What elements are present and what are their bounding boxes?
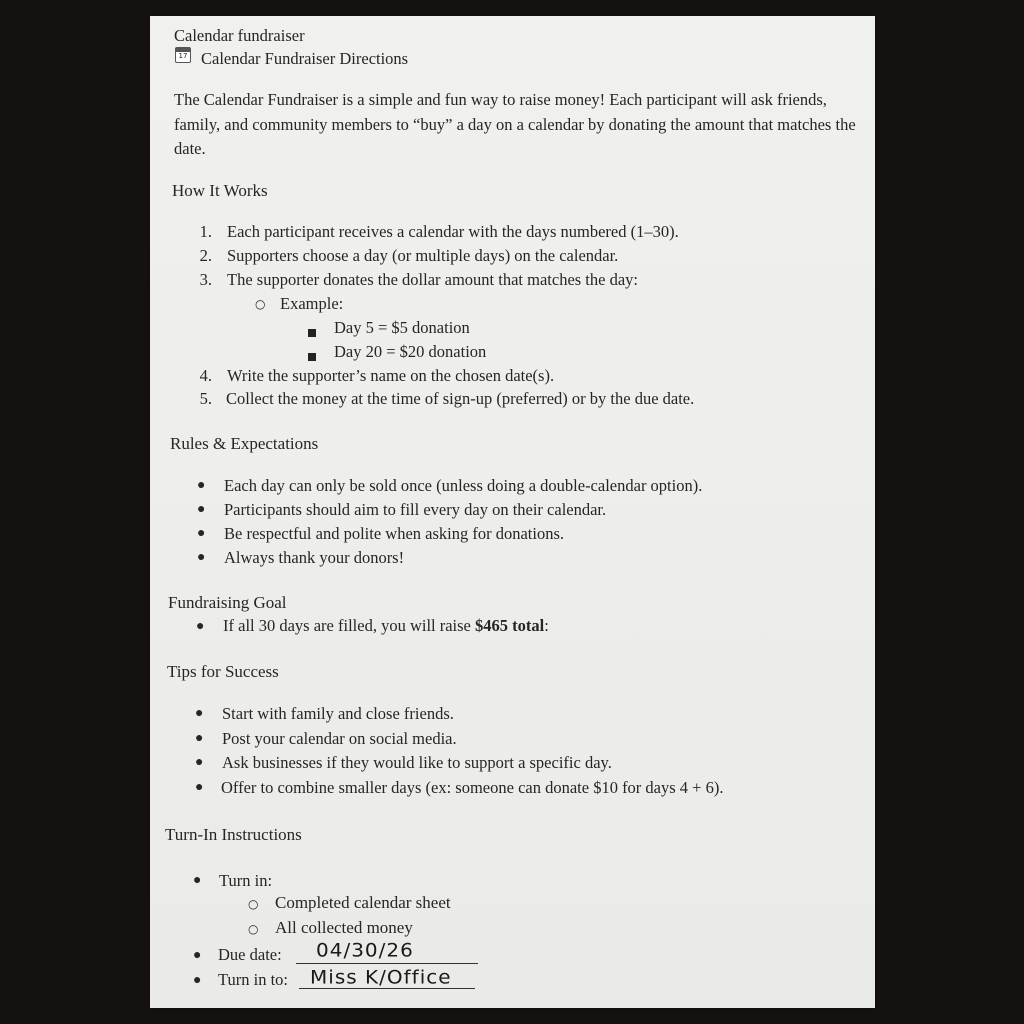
document-page: [150, 16, 875, 1008]
due-date-label: Due date:: [218, 945, 282, 964]
square-bullet-icon: [308, 324, 316, 342]
rules-heading: Rules & Expectations: [170, 434, 319, 453]
bullet-icon: ●: [197, 550, 206, 565]
list-item: Collect the money at the time of sign-up (preferred) or by the due date.: [226, 389, 695, 408]
list-number: 3.: [199, 270, 212, 289]
bullet-icon: ●: [196, 619, 205, 634]
list-item: Write the supporter’s name on the chosen date(s).: [227, 366, 555, 385]
turn-in-to-label: Turn in to:: [218, 970, 288, 989]
tip-item: Offer to combine smaller days (ex: someone can donate $10 for days 4 + 6).: [221, 778, 724, 797]
tips-heading: Tips for Success: [167, 662, 279, 681]
turn-in-sub-item: All collected money: [275, 918, 413, 937]
bullet-icon: ●: [195, 780, 204, 795]
rule-item: Always thank your donors!: [224, 548, 405, 567]
calendar-icon: 17: [175, 47, 191, 63]
list-number: 2.: [199, 246, 212, 265]
bullet-icon: ●: [193, 873, 202, 888]
list-item: Supporters choose a day (or multiple days) on the calendar.: [227, 246, 619, 265]
example-item: Day 20 = $20 donation: [334, 342, 487, 361]
tip-item: Post your calendar on social media.: [222, 729, 457, 748]
list-number: 1.: [199, 222, 212, 241]
hollow-bullet-icon: ○: [255, 297, 266, 311]
rule-item: Participants should aim to fill every day on their calendar.: [224, 500, 607, 519]
tip-item: Ask businesses if they would like to support a specific day.: [222, 753, 612, 772]
goal-amount: $465 total: [475, 616, 545, 635]
list-number: 4.: [199, 366, 212, 385]
turn-in-to-underline: [299, 988, 475, 989]
intro-paragraph: The Calendar Fundraiser is a simple and fun way to raise money! Each participant will ask friends, family, and community members to “buy” a day on a calendar by donating the amount that matches the date.: [174, 90, 856, 158]
due-date-underline: [296, 963, 478, 964]
square-bullet-icon: [308, 348, 316, 366]
turn-in-to-value: Miss K/Office: [310, 965, 452, 989]
tip-item: Start with family and close friends.: [222, 704, 454, 723]
hollow-bullet-icon: ○: [248, 922, 259, 936]
turn-in-heading: Turn-In Instructions: [165, 825, 302, 844]
bullet-icon: ●: [193, 948, 202, 963]
rule-item: Each day can only be sold once (unless doing a double-calendar option).: [224, 476, 703, 495]
example-label: Example:: [280, 294, 344, 313]
turn-in-sub-item: Completed calendar sheet: [275, 893, 451, 912]
bullet-icon: ●: [193, 973, 202, 988]
hollow-bullet-icon: ○: [248, 897, 259, 911]
bullet-icon: ●: [197, 478, 206, 493]
bullet-icon: ●: [195, 706, 204, 721]
due-date-value: 04/30/26: [316, 938, 414, 962]
how-it-works-heading: How It Works: [172, 181, 268, 200]
list-number: 5.: [199, 389, 212, 408]
example-item: Day 5 = $5 donation: [334, 318, 470, 337]
turn-in-label: Turn in:: [219, 871, 273, 890]
document-title: Calendar fundraiser: [174, 26, 305, 45]
list-item: The supporter donates the dollar amount that matches the day:: [227, 270, 639, 289]
bullet-icon: ●: [195, 755, 204, 770]
bullet-icon: ●: [197, 526, 206, 541]
list-item: Each participant receives a calendar with the days numbered (1–30).: [227, 222, 679, 241]
bullet-icon: ●: [195, 731, 204, 746]
goal-text: If all 30 days are filled, you will raise $465 total:: [223, 616, 549, 635]
goal-heading: Fundraising Goal: [168, 593, 287, 612]
bullet-icon: ●: [197, 502, 206, 517]
document-subtitle: Calendar Fundraiser Directions: [201, 49, 409, 68]
rule-item: Be respectful and polite when asking for donations.: [224, 524, 564, 543]
